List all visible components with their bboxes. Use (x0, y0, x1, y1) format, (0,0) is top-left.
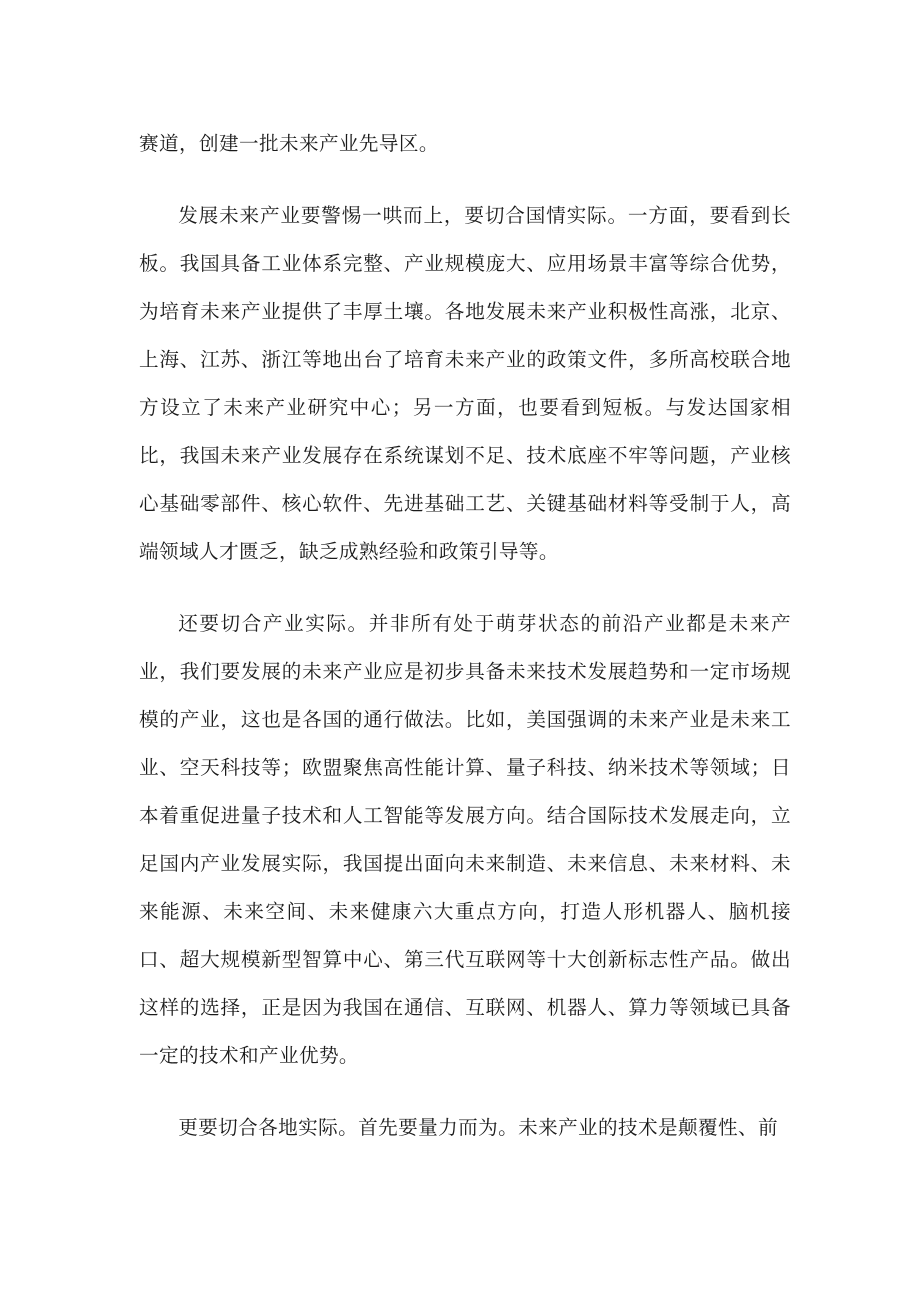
paragraph-local-reality: 更要切合各地实际。首先要量力而为。未来产业的技术是颠覆性、前 (178, 1116, 778, 1139)
paragraph-industry-reality: 还要切合产业实际。并非所有处于萌芽状态的前沿产业都是未来产业，我们要发展的未来产业应是初步具备未来技术发展趋势和一定市场规模的产业，这也是各国的通行做法。比如，美国强调的未来产业是未来工业、空天科技等；欧盟聚焦高性能计算、量子科技、纳米技术等领域；日本着重促进量子技术和人工智能等发展方向。结合国际技术发展走向，立足国内产业发展实际，我国提出面向未来制造、未来信息、未来材料、未来能源、未来空间、未来健康六大重点方向，打造人形机器人、脑机接口、超大规模新型智算中心、第三代互联网等十大创新标志性产品。做出这样的选择，正是因为我国在通信、互联网、机器人、算力等领域已具备一定的技术和产业优势。 (139, 612, 791, 1067)
paragraph-national-conditions: 发展未来产业要警惕一哄而上，要切合国情实际。一方面，要看到长板。我国具备工业体系完整、产业规模庞大、应用场景丰富等综合优势，为培育未来产业提供了丰厚土壤。各地发展未来产业积极性高涨，北京、上海、江苏、浙江等地出台了培育未来产业的政策文件，多所高校联合地方设立了未来产业研究中心；另一方面，也要看到短板。与发达国家相比，我国未来产业发展存在系统谋划不足、技术底座不牢等问题，产业核心基础零部件、核心软件、先进基础工艺、关键基础材料等受制于人，高端领域人才匮乏，缺乏成熟经验和政策引导等。 (139, 204, 791, 563)
paragraph-gap (139, 168, 791, 192)
paragraph-gap (139, 576, 791, 600)
paragraph-continuation: 赛道，创建一批未来产业先导区。 (139, 132, 439, 155)
paragraph-gap (139, 1080, 791, 1104)
document-body (139, 120, 791, 1152)
